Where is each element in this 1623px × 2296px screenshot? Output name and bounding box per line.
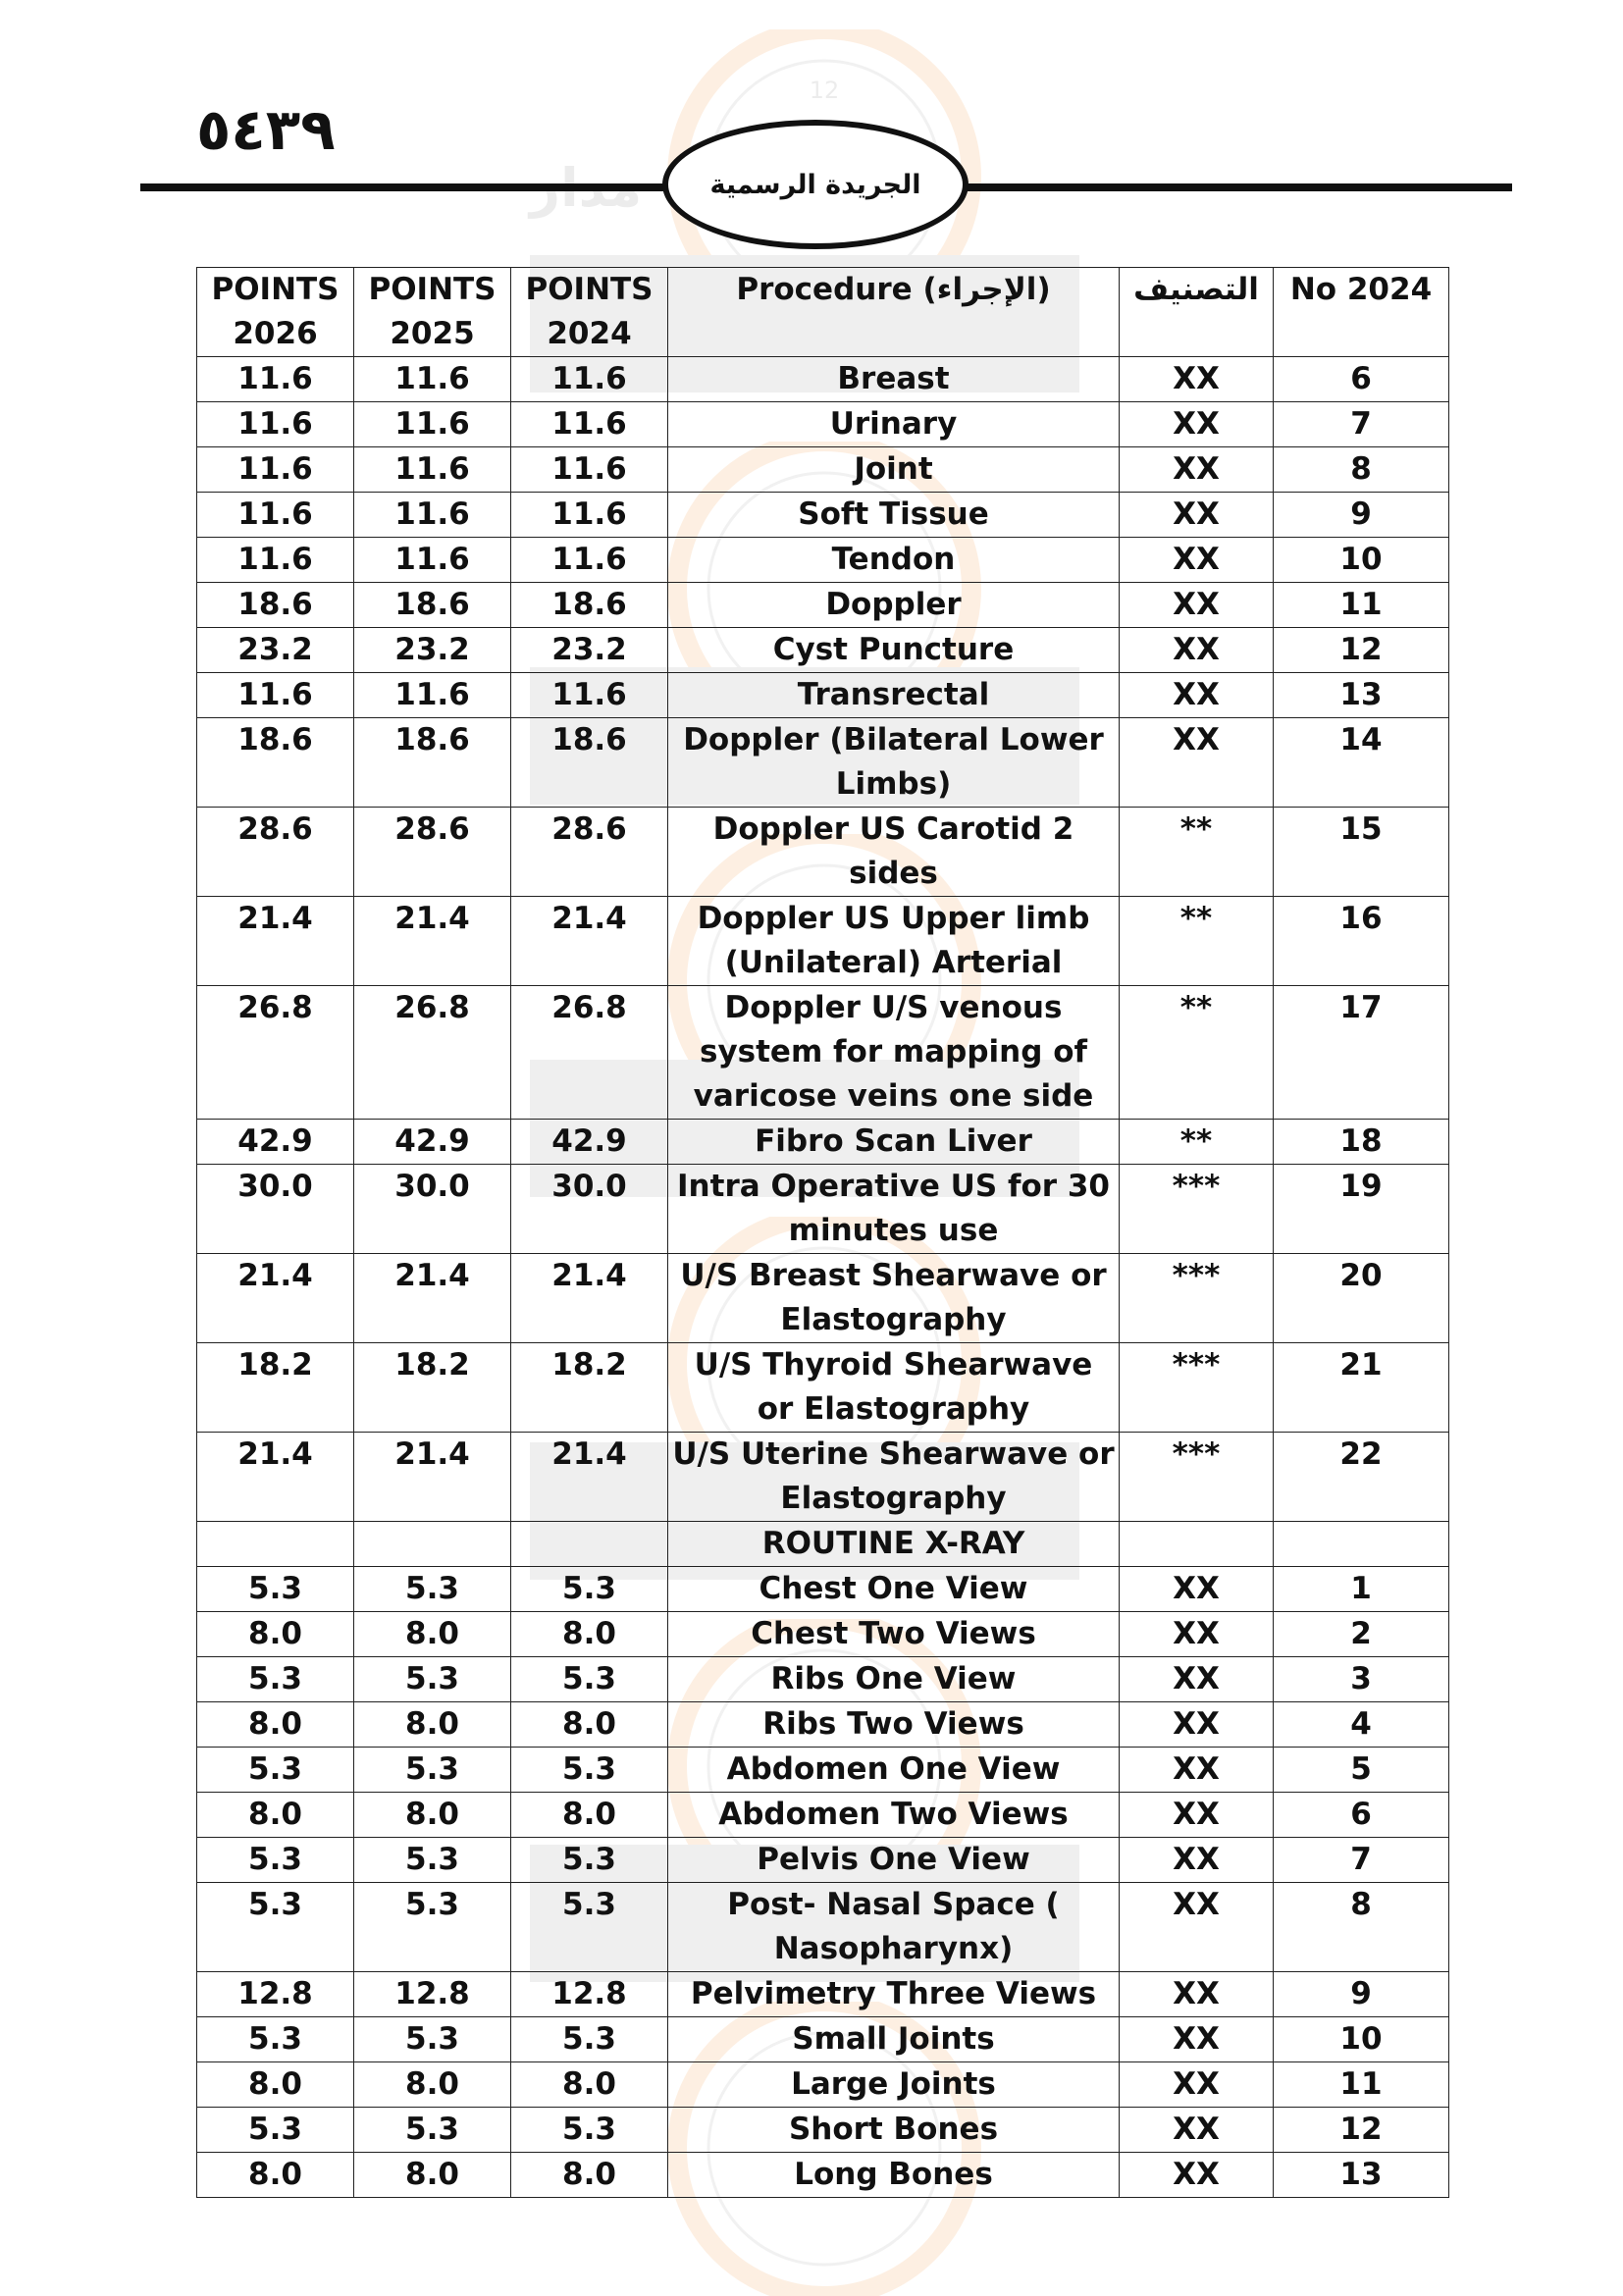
cell-points-2026: 5.3 xyxy=(197,2108,354,2153)
cell-number: 3 xyxy=(1274,1657,1449,1702)
cell-points-2026: 11.6 xyxy=(197,493,354,538)
table-row xyxy=(197,2017,1449,2062)
cell-points-2025: 8.0 xyxy=(354,1612,511,1657)
cell-points-2024: 8.0 xyxy=(511,1612,668,1657)
cell-points-2025: 42.9 xyxy=(354,1120,511,1165)
cell-classification: XX xyxy=(1120,538,1274,583)
cell-points-2026: 23.2 xyxy=(197,628,354,673)
cell-points-2024: 11.6 xyxy=(511,538,668,583)
cell-number: 8 xyxy=(1274,447,1449,493)
cell-points-2025: 21.4 xyxy=(354,897,511,986)
cell-points-2024: 30.0 xyxy=(511,1165,668,1254)
table-row xyxy=(197,1612,1449,1657)
table-row xyxy=(197,583,1449,628)
cell-points-2024: 21.4 xyxy=(511,1433,668,1522)
cell-points-2024 xyxy=(511,1522,668,1567)
cell-number: 5 xyxy=(1274,1748,1449,1793)
cell-procedure: Ribs Two Views xyxy=(668,1702,1120,1748)
cell-points-2026: 5.3 xyxy=(197,1748,354,1793)
cell-points-2025: 11.6 xyxy=(354,538,511,583)
header-points-2024: POINTS 2024 xyxy=(511,268,668,357)
cell-points-2026: 11.6 xyxy=(197,447,354,493)
cell-classification: *** xyxy=(1120,1254,1274,1343)
cell-classification: XX xyxy=(1120,1883,1274,1972)
table-row xyxy=(197,1657,1449,1702)
header-classification: التصنيف xyxy=(1120,268,1274,357)
header-procedure: Procedure (الإجراء) xyxy=(668,268,1120,357)
cell-points-2026: 5.3 xyxy=(197,1657,354,1702)
cell-points-2026: 18.6 xyxy=(197,583,354,628)
gazette-title-oval xyxy=(662,120,969,249)
cell-procedure: Chest Two Views xyxy=(668,1612,1120,1657)
cell-classification: *** xyxy=(1120,1433,1274,1522)
header-points-2026: POINTS 2026 xyxy=(197,268,354,357)
table-row xyxy=(197,718,1449,808)
cell-procedure: Joint xyxy=(668,447,1120,493)
cell-points-2026: 18.2 xyxy=(197,1343,354,1433)
cell-procedure: Tendon xyxy=(668,538,1120,583)
table-row xyxy=(197,357,1449,402)
cell-points-2024: 11.6 xyxy=(511,447,668,493)
cell-points-2024: 5.3 xyxy=(511,2108,668,2153)
cell-number: 14 xyxy=(1274,718,1449,808)
cell-procedure: Doppler US Carotid 2 sides xyxy=(668,808,1120,897)
cell-points-2024: 5.3 xyxy=(511,1838,668,1883)
cell-procedure: Doppler xyxy=(668,583,1120,628)
cell-points-2024: 23.2 xyxy=(511,628,668,673)
cell-procedure: Fibro Scan Liver xyxy=(668,1120,1120,1165)
table-row xyxy=(197,402,1449,447)
cell-points-2025: 18.2 xyxy=(354,1343,511,1433)
cell-points-2024: 8.0 xyxy=(511,2153,668,2198)
cell-points-2026: 21.4 xyxy=(197,1254,354,1343)
cell-points-2026: 28.6 xyxy=(197,808,354,897)
cell-points-2025: 8.0 xyxy=(354,1702,511,1748)
cell-number: 6 xyxy=(1274,357,1449,402)
table-row xyxy=(197,2153,1449,2198)
cell-points-2025: 30.0 xyxy=(354,1165,511,1254)
table-row xyxy=(197,1883,1449,1972)
cell-points-2024: 18.6 xyxy=(511,718,668,808)
cell-number: 6 xyxy=(1274,1793,1449,1838)
cell-classification: XX xyxy=(1120,628,1274,673)
cell-points-2024: 5.3 xyxy=(511,1748,668,1793)
cell-points-2026: 21.4 xyxy=(197,897,354,986)
cell-points-2025: 26.8 xyxy=(354,986,511,1120)
cell-procedure: Soft Tissue xyxy=(668,493,1120,538)
cell-classification: XX xyxy=(1120,402,1274,447)
cell-procedure: Transrectal xyxy=(668,673,1120,718)
cell-classification: XX xyxy=(1120,357,1274,402)
cell-points-2024: 18.2 xyxy=(511,1343,668,1433)
table-row xyxy=(197,628,1449,673)
cell-procedure: U/S Uterine Shearwave or Elastography xyxy=(668,1433,1120,1522)
cell-number: 15 xyxy=(1274,808,1449,897)
cell-points-2025: 5.3 xyxy=(354,1567,511,1612)
cell-classification: ** xyxy=(1120,808,1274,897)
cell-points-2025 xyxy=(354,1522,511,1567)
table-row xyxy=(197,1793,1449,1838)
table-row xyxy=(197,1165,1449,1254)
cell-number: 19 xyxy=(1274,1165,1449,1254)
cell-number: 12 xyxy=(1274,628,1449,673)
cell-procedure: Cyst Puncture xyxy=(668,628,1120,673)
cell-points-2026: 5.3 xyxy=(197,1883,354,1972)
cell-classification: XX xyxy=(1120,718,1274,808)
cell-points-2026: 21.4 xyxy=(197,1433,354,1522)
gazette-title: الجريدة الرسمية xyxy=(709,169,921,200)
cell-classification: XX xyxy=(1120,1612,1274,1657)
cell-classification: XX xyxy=(1120,1657,1274,1702)
cell-points-2025: 11.6 xyxy=(354,357,511,402)
cell-procedure: Abdomen One View xyxy=(668,1748,1120,1793)
cell-points-2026: 8.0 xyxy=(197,1702,354,1748)
cell-number: 20 xyxy=(1274,1254,1449,1343)
cell-classification: XX xyxy=(1120,1567,1274,1612)
cell-number: 7 xyxy=(1274,1838,1449,1883)
cell-classification: *** xyxy=(1120,1343,1274,1433)
cell-classification: ** xyxy=(1120,1120,1274,1165)
cell-points-2025: 23.2 xyxy=(354,628,511,673)
cell-classification: ** xyxy=(1120,897,1274,986)
cell-points-2025: 11.6 xyxy=(354,447,511,493)
cell-number: 2 xyxy=(1274,1612,1449,1657)
cell-points-2024: 5.3 xyxy=(511,1567,668,1612)
cell-points-2026: 5.3 xyxy=(197,1838,354,1883)
cell-points-2024: 5.3 xyxy=(511,2017,668,2062)
cell-points-2025: 11.6 xyxy=(354,493,511,538)
cell-points-2025: 8.0 xyxy=(354,1793,511,1838)
cell-points-2024: 11.6 xyxy=(511,673,668,718)
cell-number: 10 xyxy=(1274,538,1449,583)
cell-points-2026: 8.0 xyxy=(197,1612,354,1657)
cell-points-2025: 5.3 xyxy=(354,1748,511,1793)
table-row xyxy=(197,2062,1449,2108)
cell-points-2025: 5.3 xyxy=(354,1657,511,1702)
table-row xyxy=(197,1838,1449,1883)
cell-procedure: Short Bones xyxy=(668,2108,1120,2153)
cell-procedure: Long Bones xyxy=(668,2153,1120,2198)
header-points-2025: POINTS 2025 xyxy=(354,268,511,357)
cell-classification: XX xyxy=(1120,673,1274,718)
cell-classification: XX xyxy=(1120,2062,1274,2108)
table-row xyxy=(197,1254,1449,1343)
header-number: No 2024 xyxy=(1274,268,1449,357)
cell-procedure: Breast xyxy=(668,357,1120,402)
cell-procedure: Chest One View xyxy=(668,1567,1120,1612)
cell-number: 16 xyxy=(1274,897,1449,986)
cell-points-2024: 12.8 xyxy=(511,1972,668,2017)
cell-points-2026: 11.6 xyxy=(197,538,354,583)
cell-points-2024: 8.0 xyxy=(511,1702,668,1748)
cell-number: 11 xyxy=(1274,2062,1449,2108)
cell-points-2024: 28.6 xyxy=(511,808,668,897)
table-row xyxy=(197,1343,1449,1433)
procedure-points-table xyxy=(196,267,1449,2198)
table-row xyxy=(197,538,1449,583)
cell-points-2025: 8.0 xyxy=(354,2062,511,2108)
cell-points-2024: 11.6 xyxy=(511,493,668,538)
cell-points-2025: 21.4 xyxy=(354,1254,511,1343)
cell-points-2025: 11.6 xyxy=(354,673,511,718)
cell-points-2025: 12.8 xyxy=(354,1972,511,2017)
cell-points-2024: 26.8 xyxy=(511,986,668,1120)
cell-procedure: Doppler (Bilateral Lower Limbs) xyxy=(668,718,1120,808)
cell-procedure: Intra Operative US for 30 minutes use xyxy=(668,1165,1120,1254)
table-row xyxy=(197,897,1449,986)
cell-number: 4 xyxy=(1274,1702,1449,1748)
cell-points-2026: 26.8 xyxy=(197,986,354,1120)
cell-points-2024: 5.3 xyxy=(511,1657,668,1702)
cell-points-2024: 21.4 xyxy=(511,897,668,986)
cell-number: 22 xyxy=(1274,1433,1449,1522)
cell-points-2025: 11.6 xyxy=(354,402,511,447)
cell-classification: XX xyxy=(1120,2017,1274,2062)
cell-classification: *** xyxy=(1120,1165,1274,1254)
cell-points-2024: 21.4 xyxy=(511,1254,668,1343)
cell-number: 18 xyxy=(1274,1120,1449,1165)
cell-classification: XX xyxy=(1120,1972,1274,2017)
cell-classification: XX xyxy=(1120,493,1274,538)
cell-classification: XX xyxy=(1120,447,1274,493)
svg-text:مدار: مدار xyxy=(530,157,643,219)
cell-points-2024: 11.6 xyxy=(511,357,668,402)
cell-number: 9 xyxy=(1274,1972,1449,2017)
cell-points-2026: 8.0 xyxy=(197,1793,354,1838)
cell-classification: XX xyxy=(1120,1838,1274,1883)
cell-points-2025: 28.6 xyxy=(354,808,511,897)
table-row xyxy=(197,1433,1449,1522)
cell-points-2024: 11.6 xyxy=(511,402,668,447)
cell-procedure: U/S Thyroid Shearwave or Elastography xyxy=(668,1343,1120,1433)
page-number: ٥٤٣٩ xyxy=(196,96,336,163)
cell-points-2025: 5.3 xyxy=(354,1883,511,1972)
cell-points-2026: 5.3 xyxy=(197,1567,354,1612)
cell-points-2025: 5.3 xyxy=(354,2108,511,2153)
table-row xyxy=(197,1702,1449,1748)
cell-points-2026: 30.0 xyxy=(197,1165,354,1254)
cell-points-2026: 5.3 xyxy=(197,2017,354,2062)
cell-points-2025: 21.4 xyxy=(354,1433,511,1522)
cell-number: 7 xyxy=(1274,402,1449,447)
table-row xyxy=(197,493,1449,538)
table-row xyxy=(197,986,1449,1120)
table-row xyxy=(197,1972,1449,2017)
cell-points-2026: 11.6 xyxy=(197,673,354,718)
cell-points-2024: 8.0 xyxy=(511,2062,668,2108)
table-row xyxy=(197,2108,1449,2153)
cell-number: 17 xyxy=(1274,986,1449,1120)
cell-procedure: ROUTINE X-RAY xyxy=(668,1522,1120,1567)
cell-classification: ** xyxy=(1120,986,1274,1120)
cell-number: 9 xyxy=(1274,493,1449,538)
cell-points-2026: 12.8 xyxy=(197,1972,354,2017)
cell-procedure: U/S Breast Shearwave or Elastography xyxy=(668,1254,1120,1343)
cell-points-2025: 8.0 xyxy=(354,2153,511,2198)
table-row xyxy=(197,808,1449,897)
table-row xyxy=(197,1522,1449,1567)
svg-text:12: 12 xyxy=(809,77,840,104)
cell-procedure: Ribs One View xyxy=(668,1657,1120,1702)
table-row xyxy=(197,1567,1449,1612)
cell-number: 13 xyxy=(1274,2153,1449,2198)
cell-procedure: Post- Nasal Space ( Nasopharynx) xyxy=(668,1883,1120,1972)
cell-points-2026: 8.0 xyxy=(197,2062,354,2108)
cell-points-2026: 42.9 xyxy=(197,1120,354,1165)
cell-classification xyxy=(1120,1522,1274,1567)
cell-number: 1 xyxy=(1274,1567,1449,1612)
cell-classification: XX xyxy=(1120,1748,1274,1793)
cell-number: 8 xyxy=(1274,1883,1449,1972)
cell-procedure: Urinary xyxy=(668,402,1120,447)
cell-points-2025: 5.3 xyxy=(354,1838,511,1883)
cell-points-2024: 42.9 xyxy=(511,1120,668,1165)
cell-number: 11 xyxy=(1274,583,1449,628)
cell-points-2026 xyxy=(197,1522,354,1567)
table-row xyxy=(197,673,1449,718)
table-header-row xyxy=(197,268,1449,357)
cell-points-2024: 5.3 xyxy=(511,1883,668,1972)
cell-procedure: Doppler U/S venous system for mapping of varicose veins one side xyxy=(668,986,1120,1120)
cell-classification: XX xyxy=(1120,1702,1274,1748)
cell-number: 13 xyxy=(1274,673,1449,718)
cell-number: 12 xyxy=(1274,2108,1449,2153)
cell-number: 21 xyxy=(1274,1343,1449,1433)
cell-classification: XX xyxy=(1120,2108,1274,2153)
cell-points-2026: 11.6 xyxy=(197,357,354,402)
cell-points-2025: 18.6 xyxy=(354,583,511,628)
cell-points-2025: 18.6 xyxy=(354,718,511,808)
cell-classification: XX xyxy=(1120,2153,1274,2198)
cell-procedure: Abdomen Two Views xyxy=(668,1793,1120,1838)
cell-procedure: Doppler US Upper limb (Unilateral) Arterial xyxy=(668,897,1120,986)
cell-classification: XX xyxy=(1120,1793,1274,1838)
cell-points-2024: 18.6 xyxy=(511,583,668,628)
cell-points-2026: 11.6 xyxy=(197,402,354,447)
cell-procedure: Large Joints xyxy=(668,2062,1120,2108)
table-row xyxy=(197,447,1449,493)
cell-procedure: Pelvimetry Three Views xyxy=(668,1972,1120,2017)
table-row xyxy=(197,1120,1449,1165)
cell-points-2026: 18.6 xyxy=(197,718,354,808)
cell-number xyxy=(1274,1522,1449,1567)
cell-points-2026: 8.0 xyxy=(197,2153,354,2198)
cell-classification: XX xyxy=(1120,583,1274,628)
cell-points-2024: 8.0 xyxy=(511,1793,668,1838)
cell-number: 10 xyxy=(1274,2017,1449,2062)
cell-points-2025: 5.3 xyxy=(354,2017,511,2062)
cell-procedure: Small Joints xyxy=(668,2017,1120,2062)
cell-procedure: Pelvis One View xyxy=(668,1838,1120,1883)
table-row xyxy=(197,1748,1449,1793)
